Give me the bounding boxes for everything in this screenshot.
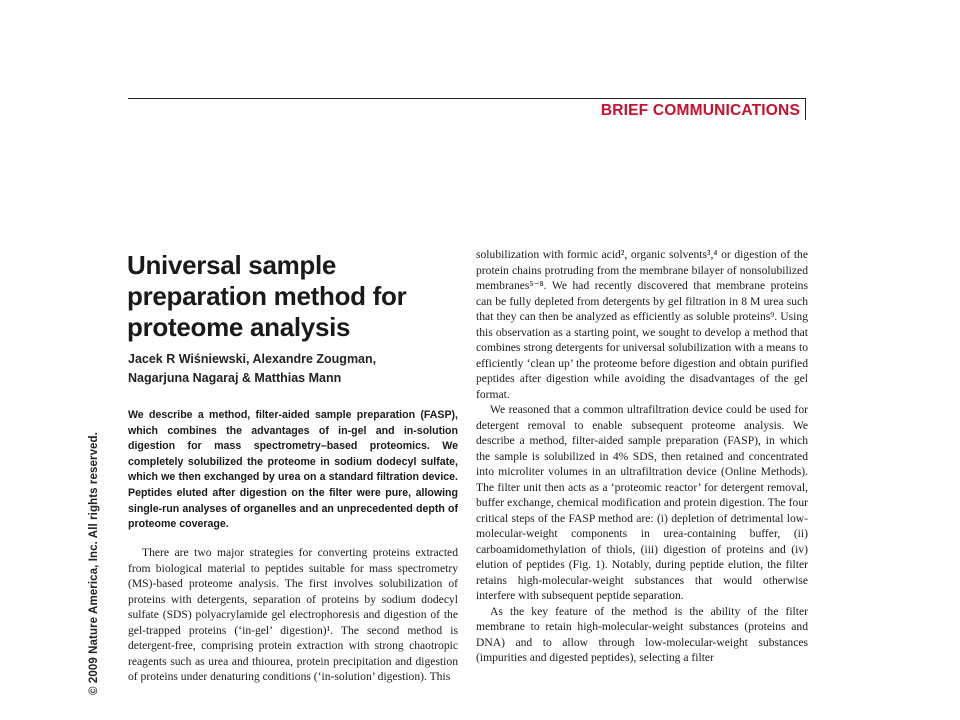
header-rule: [128, 98, 806, 99]
body-column-right: [476, 247, 808, 697]
copyright-notice: © 2009 Nature America, Inc. All rights reserved.: [88, 432, 100, 695]
header-rule-tick: [805, 98, 806, 120]
abstract: We describe a method, filter-aided sample preparation (FASP), which combines the advantages of in-gel and in-solution digestion for mass spectrometry–based proteomics. We completely solubilized the proteome in sodium dodecyl sulfate, which we then exchanged by urea on a standard filtration device. Peptides eluted after digestion on the filter were pure, allowing single-run analyses of organelles and an unprecedented depth of proteome coverage.: [128, 409, 458, 531]
title-line: preparation method for: [127, 281, 407, 311]
author-line: Jacek R Wiśniewski, Alexandre Zougman,: [128, 352, 377, 366]
body-paragraph: There are two major strategies for converting proteins extracted from biological material to peptides suitable for mass spectrometry (MS)-based proteome analysis. The first involves solubilization of proteins with detergents, separation of proteins by sodium dodecyl sulfate (SDS) polyacrylamide gel electrophoresis and digestion of the gel-trapped proteins (‘in-gel’ digestion)¹. The second method is detergent-free, comprising protein extraction with strong chaotropic reagents such as urea and thiourea, protein precipitation and digestion of proteins under denaturing conditions (‘in-solution’ digestion). This: [128, 546, 458, 683]
body-paragraph: As the key feature of the method is the ability of the filter membrane to retain high-molecular-weight substances (proteins and DNA) and to allow through low-molecular-weight substances (impurities and digested peptides), selecting a filter: [476, 604, 808, 664]
body-paragraph: solubilization with formic acid², organic solvents³,⁴ or digestion of the protein chains protruding from the membrane bilayer of nonsolubilized membranes⁵⁻⁸. We had recently discovered that membrane proteins can be fully depleted from detergents by gel filtration in 8 M urea such that they can then be analyzed as efficiently as soluble proteins⁹. Using this observation as a starting point, we sought to develop a method that combines strong detergents for universal solubilization with a means to efficiently ‘clean up’ the proteome before digestion and obtain purified peptides after digestion while avoiding the disadvantages of the gel format.: [476, 248, 808, 401]
article-title: [127, 250, 447, 343]
section-label: BRIEF COMMUNICATIONS: [600, 102, 800, 119]
author-line: Nagarjuna Nagaraj & Matthias Mann: [128, 371, 342, 385]
author-list: [128, 350, 458, 388]
body-column-left: [128, 545, 458, 697]
title-line: Universal sample: [127, 250, 337, 280]
title-line: proteome analysis: [127, 312, 351, 342]
body-paragraph: We reasoned that a common ultrafiltration device could be used for detergent removal to enable subsequent proteome analysis. We describe a method, filter-aided sample preparation (FASP), in which the sample is solubilized in 4% SDS, then retained and concentrated into microliter volumes in an ultrafiltration device (Online Methods). The filter unit then acts as a ‘proteomic reactor’ for detergent removal, buffer exchange, chemical modification and protein digestion. The four critical steps of the FASP method are: (i) depletion of detrimental low-molecular-weight components in urea-containing buffer, (ii) carboamidomethylation of thiols, (iii) digestion of proteins and (iv) elution of peptides (Fig. 1). Notably, during peptide elution, the filter retains high-molecular-weight substances that would otherwise interfere with subsequent peptide separation.: [476, 403, 808, 602]
